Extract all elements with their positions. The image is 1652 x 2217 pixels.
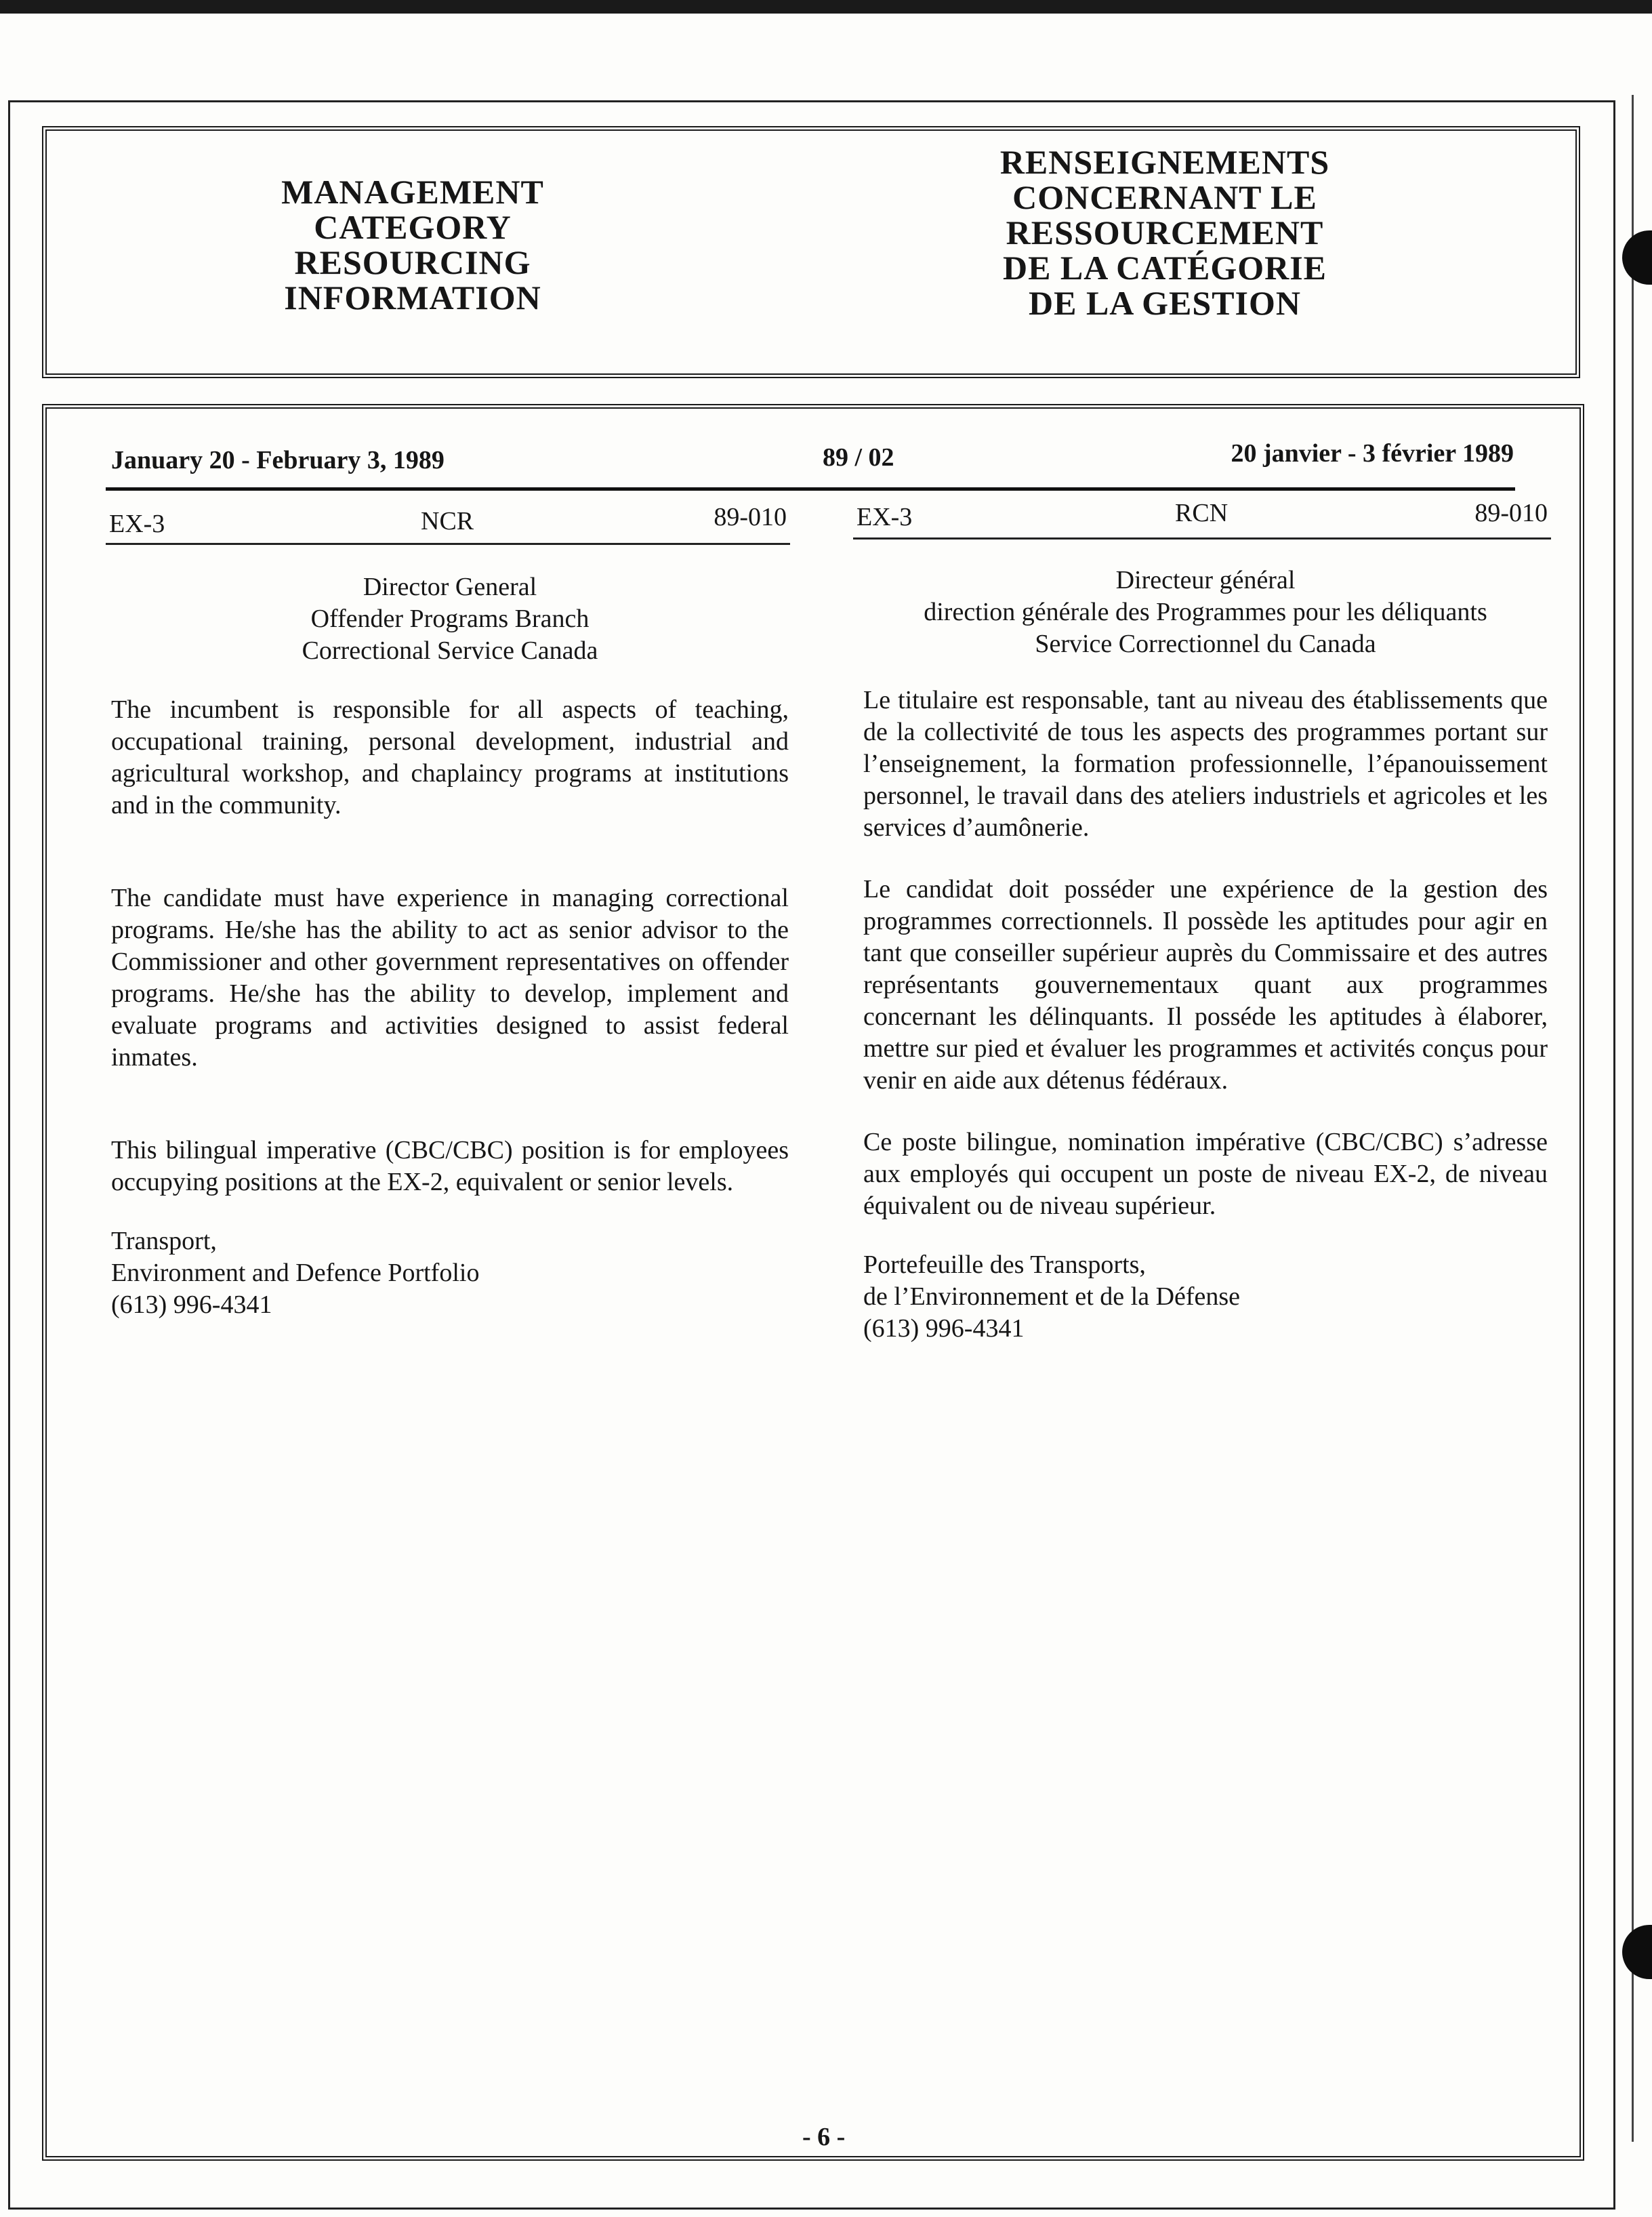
- header-line: MANAGEMENT: [281, 173, 544, 211]
- title-line: Offender Programs Branch: [310, 605, 590, 633]
- competition-number: 89-010: [714, 503, 787, 531]
- header-title-french: [901, 131, 1429, 321]
- level-code: EX-3: [856, 503, 913, 531]
- contact-block: [863, 1249, 1548, 1345]
- duties-paragraph: The incumbent is responsible for all aspects of teaching, occupational training, personal development, industrial and agricultural workshop, and chaplaincy programs at institutions and in the community.: [111, 695, 789, 819]
- title-line: direction générale des Programmes pour les déliquants: [924, 598, 1487, 626]
- meta-divider: [853, 537, 1551, 540]
- contact-phone: (613) 996-4341: [863, 1314, 1025, 1343]
- header-line: CONCERNANT LE: [1012, 178, 1317, 216]
- header-line: DE LA GESTION: [1028, 284, 1301, 322]
- issue-date-french: 20 janvier - 3 février 1989: [1231, 439, 1514, 468]
- issue-number: 89 / 02: [823, 443, 894, 472]
- contact-line: Environment and Defence Portfolio: [111, 1259, 480, 1287]
- contact-line: de l’Environnement et de la Défense: [863, 1282, 1241, 1311]
- contact-line: Portefeuille des Transports,: [863, 1250, 1146, 1279]
- binder-hole: [1622, 1925, 1652, 1979]
- header-line: CATEGORY: [314, 208, 512, 246]
- title-line: Service Correctionnel du Canada: [1035, 630, 1376, 658]
- header-box: [42, 126, 1580, 378]
- language-requirement-paragraph: This bilingual imperative (CBC/CBC) position is for employees occupying positions at the EX-2, equivalent or senior levels.: [111, 1136, 789, 1196]
- french-column: [863, 565, 1548, 1345]
- page-right-edge: [1632, 95, 1634, 2142]
- language-requirement-paragraph: Ce poste bilingue, nomination impérative (CBC/CBC) s’adresse aux employés qui occupent un poste de niveau EX-2, de niveau équivalent ou de niveau supérieur.: [863, 1128, 1548, 1220]
- header-line: INFORMATION: [284, 279, 541, 317]
- header-line: DE LA CATÉGORIE: [1002, 249, 1327, 287]
- title-line: Correctional Service Canada: [302, 636, 598, 665]
- qualifications-paragraph: The candidate must have experience in managing correctional programs. He/she has the ability to act as senior advisor to the Commissioner and other government representatives on offender programs. He/she has the ability to develop, implement and evaluate programs and activities designed to assist federal inmates.: [111, 884, 789, 1072]
- contact-phone: (613) 996-4341: [111, 1290, 272, 1319]
- duties-paragraph: Le titulaire est responsable, tant au niveau des établissements que de la collectivité de tous les aspects des programmes portant sur l’enseignement, la formation professionnelle, l’épanouissement personnel, le travail dans des ateliers industriels et agricoles et les services d’aumônerie.: [863, 686, 1548, 842]
- competition-number: 89-010: [1474, 499, 1548, 527]
- header-line: RENSEIGNEMENTS: [999, 143, 1330, 181]
- header-line: RESOURCING: [294, 243, 531, 281]
- title-line: Directeur général: [1115, 566, 1296, 594]
- position-meta-french: [856, 498, 1548, 532]
- position-title: [863, 565, 1548, 660]
- binder-hole: [1622, 230, 1652, 285]
- region-code: NCR: [421, 507, 474, 535]
- bulletin-body: [42, 404, 1584, 2161]
- scan-top-edge: [0, 0, 1652, 14]
- qualifications-paragraph: Le candidat doit posséder une expérience de la gestion des programmes correctionnels. Il possède les aptitudes pour agir en tant que conseiller supérieur auprès du Commissaire et des autres représentants gouvernementaux quant aux programmes concernant les délinquants. Il posséde les aptitudes à élaborer, mettre sur pied et évaluer les programmes et activités conçus pour venir en aide aux détenus fédéraux.: [863, 875, 1548, 1095]
- header-title-english: [47, 131, 657, 315]
- title-line: Director General: [363, 573, 537, 601]
- date-divider: [106, 487, 1515, 491]
- level-code: EX-3: [109, 510, 165, 538]
- region-code: RCN: [1175, 499, 1228, 527]
- issue-date-english: January 20 - February 3, 1989: [111, 446, 445, 474]
- position-title: [111, 571, 789, 667]
- position-meta-english: [109, 502, 787, 536]
- header-line: RESSOURCEMENT: [1006, 213, 1324, 251]
- contact-line: Transport,: [111, 1227, 217, 1255]
- english-column: [111, 571, 789, 1321]
- issue-date-row: [111, 439, 1514, 479]
- page-number: - 6 -: [802, 2123, 846, 2151]
- meta-divider: [106, 543, 790, 545]
- contact-block: [111, 1225, 789, 1321]
